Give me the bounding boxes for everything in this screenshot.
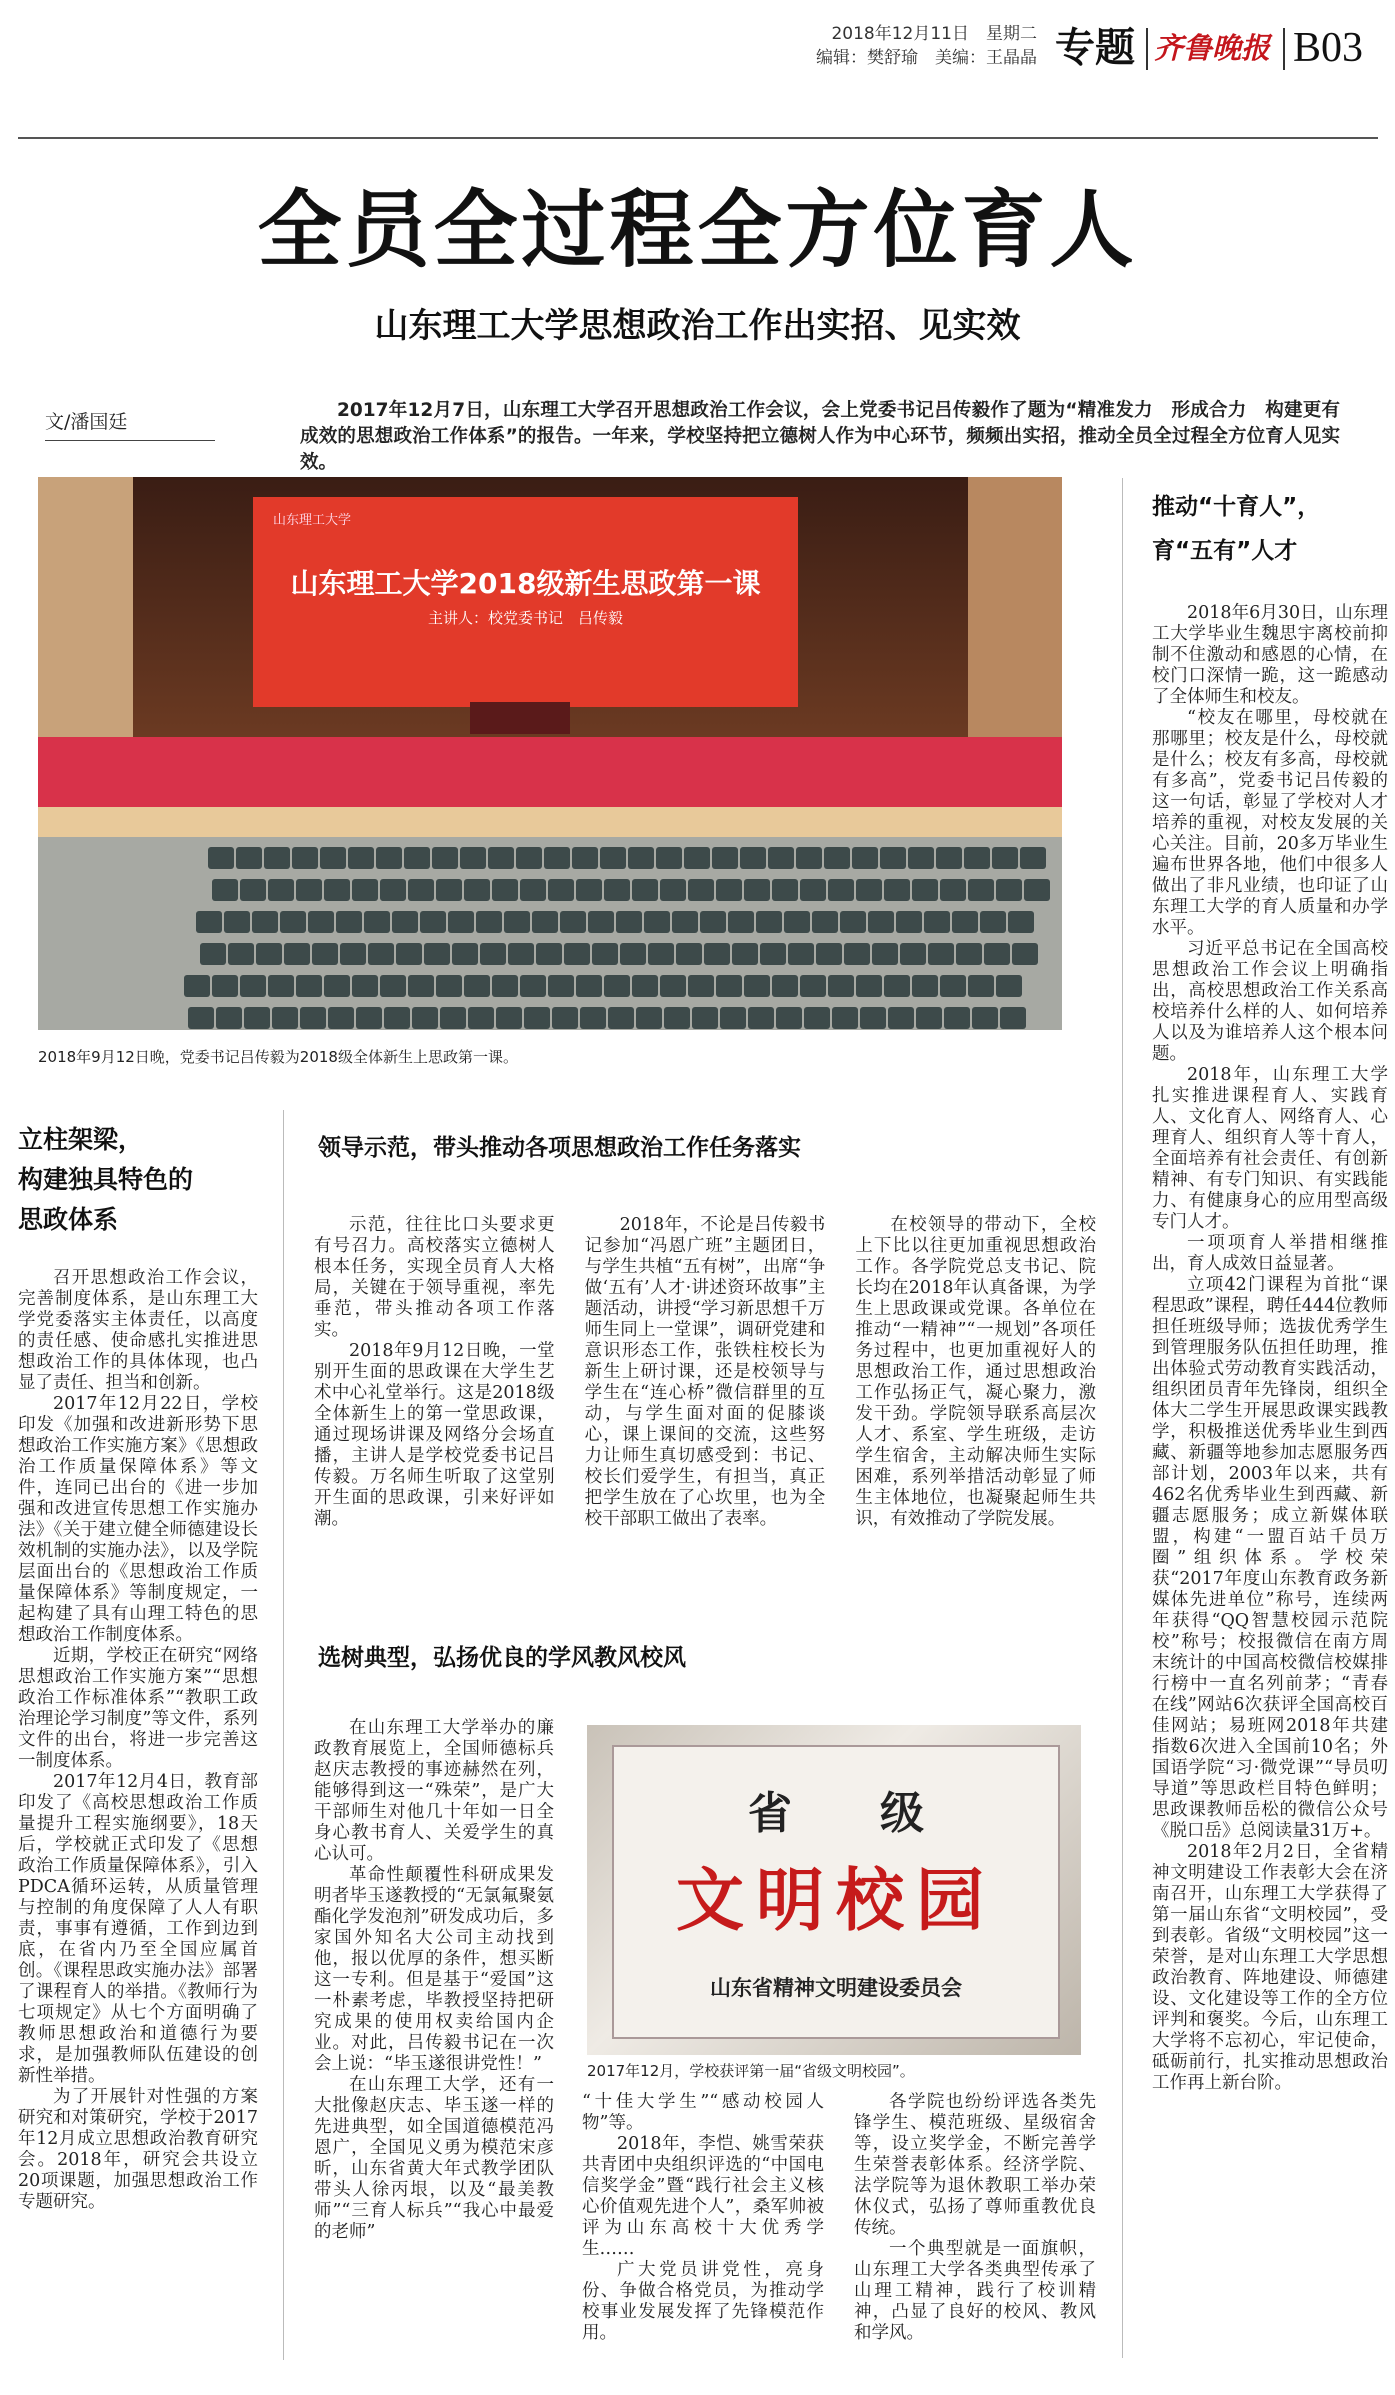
section2-title: 选树典型，弘扬优良的学风教风校风: [318, 1645, 686, 1671]
seat: [756, 911, 782, 933]
seat: [608, 1007, 634, 1029]
seat: [900, 943, 926, 965]
seat: [740, 847, 766, 869]
seat: [944, 1007, 970, 1029]
paragraph: 2018年，山东理工大学扎实推进课程育人、实践育人、文化育人、网络育人、心理育人、组织育人等十育人，全面培养有社会责任、有创新精神、有专门知识、有实践能力、有健康身心的应用型高级专门人才。: [1152, 1065, 1388, 1232]
seat: [468, 1007, 494, 1029]
left-section-title: [18, 1120, 258, 1240]
plaque-issuer: 山东省精神文明建设委员会: [710, 1976, 962, 2000]
divider: [1283, 28, 1285, 70]
seat: [368, 943, 394, 965]
seat: [744, 879, 770, 901]
seat: [928, 943, 954, 965]
divider: [1146, 28, 1148, 70]
seat: [208, 847, 234, 869]
seat: [392, 911, 418, 933]
seat: [824, 847, 850, 869]
seat: [632, 975, 658, 997]
seat: [464, 879, 490, 901]
seat: [524, 1007, 550, 1029]
editors-line: 编辑：樊舒瑜 美编：王晶晶: [816, 48, 1037, 68]
plaque-photo: [587, 1725, 1081, 2055]
seat: [488, 847, 514, 869]
seat: [968, 879, 994, 901]
seat: [816, 943, 842, 965]
seat: [272, 1007, 298, 1029]
plaque: [612, 1745, 1060, 2039]
seat: [636, 1007, 662, 1029]
seat: [592, 943, 618, 965]
seat: [300, 1007, 326, 1029]
seat: [796, 847, 822, 869]
seat: [604, 879, 630, 901]
seat: [504, 911, 530, 933]
seat: [852, 847, 878, 869]
seat: [532, 911, 558, 933]
seat: [336, 911, 362, 933]
seat: [424, 943, 450, 965]
left-column: [18, 1120, 258, 2213]
seat: [688, 879, 714, 901]
seat: [244, 1007, 270, 1029]
seat: [184, 975, 210, 997]
seat: [284, 943, 310, 965]
title-line: 构建独具特色的: [18, 1165, 194, 1194]
seat: [912, 879, 938, 901]
paragraph: 广大党员讲党性，亮身份、争做合格党员，为推动学校事业发展发挥了先锋模范作用。: [582, 2260, 824, 2343]
seat: [380, 975, 406, 997]
seat: [692, 1007, 718, 1029]
paragraph: 召开思想政治工作会议，完善制度体系，是山东理工大学党委落实主体责任，以高度的责任感、使命感扎实推进思想政治工作的具体体现，也凸显了责任、担当和创新。: [18, 1268, 258, 1393]
title-line: 推动“十育人”，: [1152, 494, 1321, 520]
seat: [908, 847, 934, 869]
seat: [320, 847, 346, 869]
paragraph: 2018年2月2日，全省精神文明建设工作表彰大会在济南召开，山东理工大学获得了第一届山东省“文明校园”，受到表彰。省级“文明校园”这一荣誉，是对山东理工大学思想政治教育、阵地建设、师德建设、文化建设等工作的全方位评判和褒奖。今后，山东理工大学将不忘初心，牢记使命，砥砺前行，扎实推动思想政治工作再上新台阶。: [1152, 1842, 1388, 2093]
seat: [436, 879, 462, 901]
section2-rest: [582, 2092, 1096, 2344]
seat: [648, 943, 674, 965]
seat: [844, 943, 870, 965]
seat: [996, 975, 1022, 997]
byline-rule: [45, 440, 215, 441]
right-body: [1152, 603, 1388, 2094]
seat: [436, 975, 462, 997]
seat: [340, 943, 366, 965]
seat: [380, 879, 406, 901]
seat: [924, 911, 950, 933]
seat: [564, 943, 590, 965]
seat: [420, 911, 446, 933]
banner-logo: 山东理工大学: [273, 513, 352, 528]
paragraph: 为了开展针对性强的方案研究和对策研究，学校于2017年12月成立思想政治教育研究会。2018年，研究会共设立20项课题，加强思想政治工作专题研究。: [18, 2087, 258, 2212]
paragraph: 立项42门课程为首批“课程思政”课程，聘任444位教师担任班级导师；选拔优秀学生到管理服务队伍担任助理，推出体验式劳动教育实践活动，组织团员青年先锋岗，组织全体大二学生开展思政课实践教学，积极推送优秀毕业生到西藏、新疆等地参加志愿服务西部计划，2003年以来，共有462名优秀毕业生到西藏、新疆志愿服务；成立新媒体联盟，构建“一盟百站千员万圈”组织体系。学校荣获“2017年度山东教育政务新媒体先进单位”称号，连续两年获得“QQ智慧校园示范院校”称号；校报微信在南方周末统计的中国高校微信校媒排行榜中一直名列前茅；“青春在线”网站6次获评全国高校百佳网站；易班网2018年共建指数6次进入全国前10名；外国语学院“习·微党课”“导员叨导道”等思政栏目特色鲜明；思政课教师岳松的微信公众号《脱口岳》总阅读量31万+。: [1152, 1275, 1388, 1841]
section1-title: 领导示范，带头推动各项思想政治工作任务落实: [318, 1135, 801, 1161]
seat: [212, 975, 238, 997]
seat: [396, 943, 422, 965]
plaque-line2: 文明校园: [675, 1861, 996, 1941]
banner-title: 山东理工大学2018级新生思政第一课: [290, 567, 761, 600]
paragraph: 示范，往往比口头要求更有号召力。高校落实立德树人根本任务，实现全员育人大格局，关键在于领导重视，率先垂范，带头推动各项工作落实。: [314, 1215, 555, 1340]
seat: [228, 943, 254, 965]
seat: [940, 975, 966, 997]
paragraph: 近期，学校正在研究“网络思想政治工作实施方案”“思想政治工作标准体系”“教职工政治理论学习制度”等文件，系列文件的出台，将进一步完善这一制度体系。: [18, 1646, 258, 1771]
paragraph: “十佳大学生”“感动校园人物”等。: [582, 2092, 824, 2133]
seat: [240, 879, 266, 901]
seat: [656, 847, 682, 869]
seat: [1012, 943, 1038, 965]
section1-body: [314, 1215, 1096, 1530]
seat: [548, 879, 574, 901]
seat: [672, 911, 698, 933]
seat: [600, 847, 626, 869]
plaque-caption: 2017年12月，学校获评第一届“省级文明校园”。: [587, 2062, 915, 2080]
seat: [840, 911, 866, 933]
paragraph: “校友在哪里，母校就在那哪里；校友是什么，母校就是什么；校友有多高，母校就有多高”，党委书记吕传毅的这一句话，彰显了学校对人才培养的重视，对校友发展的关心关注。目前，20多万毕业生遍布世界各地，他们中很多人做出了非凡业绩，也印证了山东理工大学的育人质量和办学水平。: [1152, 708, 1388, 938]
seat: [408, 975, 434, 997]
seat: [508, 943, 534, 965]
seat: [912, 975, 938, 997]
seat: [328, 1007, 354, 1029]
section2-col1: [314, 1718, 554, 2243]
paragraph: 在山东理工大学，还有一大批像赵庆志、毕玉遂一样的先进典型，如全国道德模范冯恩广，全国见义勇为模范宋彦昕，山东省黄大年式教学团队带头人徐丙垠，以及“最美教师”“三育人标兵”“我心中最爱的老师”: [314, 2075, 554, 2242]
seat: [628, 847, 654, 869]
seat: [280, 911, 306, 933]
seat: [972, 1007, 998, 1029]
seat: [884, 879, 910, 901]
seat: [268, 879, 294, 901]
banner-speaker: 主讲人：校党委书记 吕传毅: [427, 609, 623, 627]
audience-seats: [38, 837, 1062, 1030]
seat: [580, 1007, 606, 1029]
seat: [936, 847, 962, 869]
seat: [616, 911, 642, 933]
seat: [996, 879, 1022, 901]
right-section-title: [1152, 485, 1388, 573]
seat: [464, 975, 490, 997]
seat: [404, 847, 430, 869]
seat: [856, 879, 882, 901]
seat: [812, 911, 838, 933]
seat: [644, 911, 670, 933]
seat: [1024, 879, 1050, 901]
seat: [744, 975, 770, 997]
column-rule: [283, 1110, 284, 2360]
seat: [952, 911, 978, 933]
paragraph: 习近平总书记在全国高校思想政治工作会议上明确指出，高校思想政治工作关系高校培养什么样的人、如何培养人以及为谁培养人这个根本问题。: [1152, 939, 1388, 1064]
seat: [964, 847, 990, 869]
title-line: 思政体系: [18, 1205, 119, 1234]
seat: [492, 879, 518, 901]
seat: [704, 943, 730, 965]
byline: 文/潘国廷: [45, 411, 128, 433]
seat: [676, 943, 702, 965]
seat: [884, 975, 910, 997]
seat: [984, 943, 1010, 965]
seat: [480, 943, 506, 965]
seat: [296, 975, 322, 997]
seat: [800, 975, 826, 997]
paragraph: 在校领导的带动下，全校上下比以往更加重视思想政治工作。各学院党总支书记、院长均在2018年认真备课，为学生上思政课或党课。各单位在推动“一精神”“一规划”各项任务过程中，也更加重视好人的思想政治工作，通过思想政治工作弘扬正气，凝心聚力，激发干劲。学院领导联系高层次人才、系室、学生班级，走访学生宿舍，主动解决师生实际困难，系列举措活动彰显了师生主体地位，也凝聚起师生共识，有效推动了学院发展。: [855, 1215, 1096, 1529]
seat: [440, 1007, 466, 1029]
seat: [200, 943, 226, 965]
seat: [700, 911, 726, 933]
title-line: 立柱架梁，: [18, 1125, 144, 1154]
seat: [716, 879, 742, 901]
seat: [992, 847, 1018, 869]
seat: [828, 879, 854, 901]
seat: [292, 847, 318, 869]
title-line: 育“五有”人才: [1152, 538, 1298, 564]
seat: [384, 1007, 410, 1029]
seat: [896, 911, 922, 933]
paragraph: 2018年9月12日晚，一堂别开生面的思政课在大学生艺术中心礼堂举行。这是2018级全体新生上的第一堂思政课，通过现场讲课及网络分会场直播，主讲人是学校党委书记吕传毅。万名师生听取了这堂别开生面的思政课，引来好评如潮。: [314, 1341, 555, 1529]
seat: [216, 1007, 242, 1029]
seat: [828, 975, 854, 997]
seat: [688, 975, 714, 997]
seat: [252, 911, 278, 933]
seat: [408, 879, 434, 901]
section-label: 专题: [1055, 25, 1135, 71]
stage-banner: [253, 497, 798, 707]
paragraph: 各学院也纷纷评选各类先锋学生、模范班级、星级宿舍等，设立奖学金，不断完善学生荣誉表彰体系。经济学院、法学院等为退休教职工举办荣休仪式，弘扬了尊师重教优良传统。: [854, 2092, 1096, 2238]
seat: [716, 975, 742, 997]
paragraph: 在山东理工大学举办的廉政教育展览上，全国师德标兵赵庆志教授的事迹赫然在列，能够得到这一“殊荣”，是广大干部师生对他几十年如一日全身心教书育人、关爱学生的真心认可。: [314, 1718, 554, 1864]
seat: [604, 975, 630, 997]
seat: [240, 975, 266, 997]
seat: [660, 879, 686, 901]
date-line: 2018年12月11日 星期二: [831, 24, 1037, 44]
seat: [800, 879, 826, 901]
seat: [264, 847, 290, 869]
seat: [356, 1007, 382, 1029]
seat: [308, 911, 334, 933]
right-column: [1152, 485, 1388, 2094]
seat: [940, 879, 966, 901]
header-rule: [18, 137, 1378, 139]
seat: [772, 975, 798, 997]
paragraph: 革命性颠覆性科研成果发明者毕玉遂教授的“无氯氟聚氨酯化学发泡剂”研发成功后，多家国外知名大公司主动找到他，报以优厚的条件，想买断这一专利。但是基于“爱国”这一朴素考虑，毕教授坚持把研究成果的使用权卖给国内企业。对此，吕传毅书记在一次会上说：“毕玉遂很讲党性！”: [314, 1865, 554, 2074]
seat: [496, 1007, 522, 1029]
paragraph: 2017年12月22日，学校印发《加强和改进新形势下思想政治工作实施方案》《思想政治工作质量保障体系》等文件，连同已出台的《进一步加强和改进宣传思想工作实施办法》《关于建立健全师德建设长效机制的实施办法》，以及学院层面出台的《思想政治工作质量保障体系》等制度规定，一起构建了具有山理工特色的思想政治工作制度体系。: [18, 1394, 258, 1645]
seat: [348, 847, 374, 869]
seat: [748, 1007, 774, 1029]
seat: [728, 911, 754, 933]
seat: [520, 975, 546, 997]
seat: [868, 911, 894, 933]
lecture-photo: [38, 477, 1062, 1030]
seat: [560, 911, 586, 933]
seat: [324, 975, 350, 997]
seat: [872, 943, 898, 965]
seat: [296, 879, 322, 901]
photo-caption: 2018年9月12日晚，党委书记吕传毅为2018级全体新生上思政第一课。: [38, 1048, 518, 1066]
seat: [776, 1007, 802, 1029]
seat: [476, 911, 502, 933]
seat: [772, 879, 798, 901]
seat: [452, 943, 478, 965]
seat: [1008, 911, 1034, 933]
page-number: B03: [1293, 25, 1364, 71]
left-body: [18, 1268, 258, 2213]
seat: [576, 975, 602, 997]
seat: [980, 911, 1006, 933]
seat: [544, 847, 570, 869]
seat: [352, 879, 378, 901]
seat: [788, 943, 814, 965]
seat: [916, 1007, 942, 1029]
seat: [664, 1007, 690, 1029]
seat: [520, 879, 546, 901]
seat: [712, 847, 738, 869]
seat: [268, 975, 294, 997]
seat: [684, 847, 710, 869]
seat: [660, 975, 686, 997]
seat: [956, 943, 982, 965]
seat: [832, 1007, 858, 1029]
seat: [588, 911, 614, 933]
intro-paragraph: 2017年12月7日，山东理工大学召开思想政治工作会议，会上党委书记吕传毅作了题为“精准发力 形成合力 构建更有成效的思想政治工作体系”的报告。一年来，学校坚持把立德树人作为中心环节，频频出实招，推动全员全过程全方位育人见实效。: [300, 400, 1340, 473]
seat: [188, 1007, 214, 1029]
seat: [324, 879, 350, 901]
seat: [732, 943, 758, 965]
seat: [880, 847, 906, 869]
seat: [376, 847, 402, 869]
seat: [552, 1007, 578, 1029]
seat: [768, 847, 794, 869]
seat: [548, 975, 574, 997]
seat: [572, 847, 598, 869]
headline: 全员全过程全方位育人: [257, 181, 1138, 279]
seat: [784, 911, 810, 933]
seat: [632, 879, 658, 901]
paragraph: 2017年12月4日，教育部印发了《高校思想政治工作质量提升工程实施纲要》，18天后，学校就正式印发了《思想政治工作质量保障体系》，引入PDCA循环运转，从质量管理与控制的角度保障了人人有职责，事事有遵循，工作到边到底，在省内乃至全国应属首创。《课程思政实施办法》部署了课程育人的举措。《教师行为七项规定》从七个方面明确了教师思想政治和道德行为要求，是加强教师队伍建设的创新性举措。: [18, 1772, 258, 2086]
seat: [412, 1007, 438, 1029]
subheadline: 山东理工大学思想政治工作出实招、见实效: [374, 306, 1021, 346]
seat: [492, 975, 518, 997]
paragraph: 2018年6月30日，山东理工大学毕业生魏思宇离校前抑制不住激动和感恩的心情，在校门口深情一跪，这一跪感动了全体师生和校友。: [1152, 603, 1388, 707]
paper-logo: 齐鲁晚报: [1154, 31, 1271, 65]
paragraph: 2018年，不论是吕传毅书记参加“冯恩广班”主题团日，与学生共植“五有树”，出席“争做‘五有’人才·讲述资环故事”主题活动，讲授“学习新思想千万师生同上一堂课”，调研党建和意识形态工作，张铁柱校长为新生上研讨课，还是校领导与学生在“连心桥”微信群里的互动，与学生面对面的促膝谈心，课上课间的交流，这些努力让师生真切感受到：书记、校长们爱学生，有担当，真正把学生放在了心坎里，也为全校干部职工做出了表率。: [584, 1215, 826, 1529]
paragraph: 一项项育人举措相继推出，育人成效日益显著。: [1152, 1233, 1388, 1274]
seat: [516, 847, 542, 869]
seat: [352, 975, 378, 997]
seat: [620, 943, 646, 965]
seat: [212, 879, 238, 901]
seat: [312, 943, 338, 965]
podium: [470, 702, 570, 734]
seat: [888, 1007, 914, 1029]
seat: [856, 975, 882, 997]
seat: [364, 911, 390, 933]
seat: [720, 1007, 746, 1029]
plaque-line1: 省 级: [748, 1788, 924, 1839]
seat: [860, 1007, 886, 1029]
seat: [1020, 847, 1046, 869]
seat: [536, 943, 562, 965]
seat: [196, 911, 222, 933]
seat: [224, 911, 250, 933]
paragraph: 2018年，李恺、姚雪荣获共青团中央组织评选的“中国电信奖学金”暨“践行社会主义核心价值观先进个人”，桑军帅被评为山东高校十大优秀学生……: [582, 2134, 824, 2259]
seat: [576, 879, 602, 901]
seat: [968, 975, 994, 997]
seat: [1000, 1007, 1026, 1029]
seat: [760, 943, 786, 965]
seat: [804, 1007, 830, 1029]
seat: [432, 847, 458, 869]
column-rule: [1122, 478, 1123, 2358]
paragraph: 一个典型就是一面旗帜，山东理工大学各类典型传承了山理工精神，践行了校训精神，凸显了良好的校风、教风和学风。: [854, 2239, 1096, 2343]
seat: [448, 911, 474, 933]
seat: [460, 847, 486, 869]
seat: [256, 943, 282, 965]
seat: [236, 847, 262, 869]
